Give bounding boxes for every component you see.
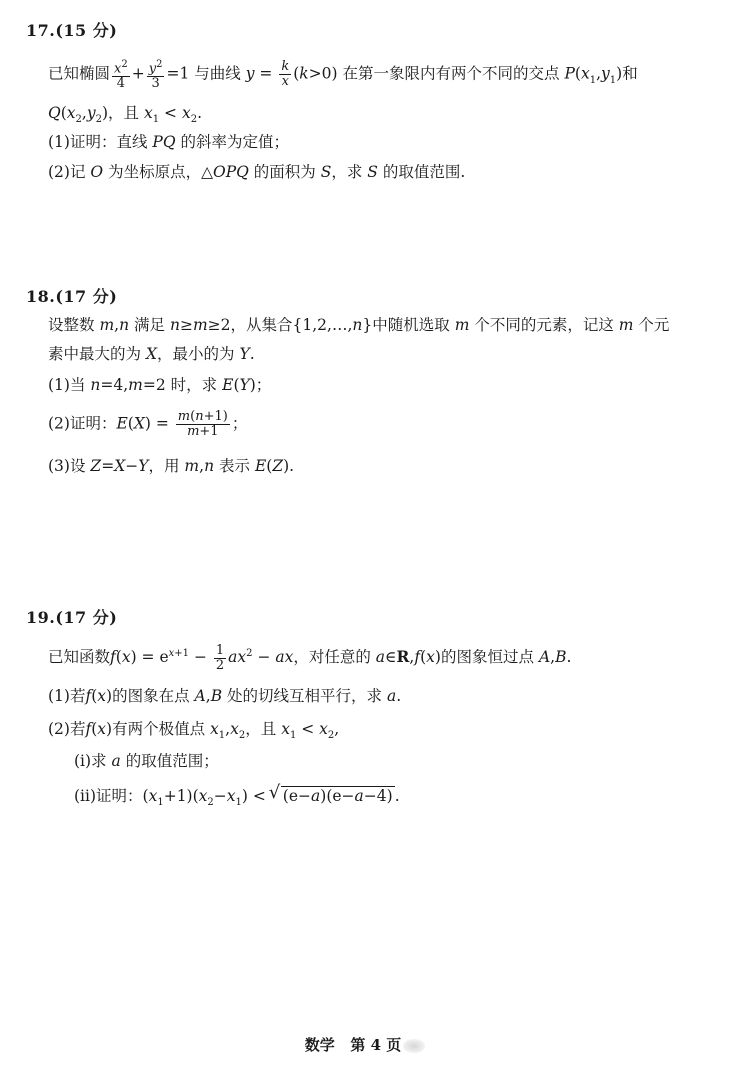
footer-page-number: 第 4 页 <box>350 1036 402 1054</box>
problem-number: 19. <box>26 608 56 627</box>
problem-18-header <box>26 284 706 307</box>
problem-19-question-2-ii: (ⅱ)证明：$(x_1+1)(x_2-x_1)$ < √ (e−a)(e−a−4) . <box>74 785 400 814</box>
problem-19-question-2-i: (ⅰ)求 a 的取值范围； <box>74 752 219 770</box>
problem-19-statement-line-1: 已知函数$f(x) = e^{x+1}$ − $\frac{1}{2}$ $ax^2$ − ax，对任意的 a∈R,f(x)的图象恒过点 A,B. <box>48 642 572 673</box>
problem-score: (17 分) <box>55 608 118 627</box>
problem-17-statement-line-1: 已知椭圆 $\frac{x^2}{4}$ + $\frac{y^2}{3}$ =1 与曲线 y = $\frac{k}{x}$ (k>0) 在第一象限内有两个不同的交点 $P(x_1,y_1)$和 <box>48 59 638 92</box>
problem-number: 17. <box>26 21 56 40</box>
problem-17-statement-line-2: $Q(x_2,y_2)$，且 $x_1 < x_2$. <box>48 104 203 126</box>
problem-18-statement-line-2: 素中最大的为 X，最小的为 Y. <box>48 345 255 363</box>
problem-17-header <box>26 18 706 41</box>
problem-17 <box>26 18 706 181</box>
smudge-mark <box>403 1039 425 1053</box>
problem-17-question-1: (1)证明：直线 PQ 的斜率为定值； <box>48 133 289 151</box>
problem-19-header <box>26 605 706 628</box>
problem-score: (17 分) <box>55 287 118 306</box>
page-footer <box>0 1034 730 1055</box>
problem-number: 18. <box>26 287 56 306</box>
problem-18-statement-line-1: 设整数 m,n 满足 n≥m≥2，从集合{1,2,…,n}中随机选取 m 个不同的元素，记这 m 个元 <box>48 316 670 334</box>
problem-score: (15 分) <box>55 21 118 40</box>
problem-19-question-1: (1)若f(x)的图象在点 A,B 处的切线互相平行，求 a. <box>48 687 402 705</box>
problem-18-question-2: (2)证明：E(X) = $\frac{m(n+1)}{m+1}$ ； <box>48 409 248 439</box>
footer-subject: 数学 <box>304 1036 335 1054</box>
problem-18 <box>26 284 706 475</box>
problem-18-question-3: (3)设 Z=X−Y，用 m,n 表示 E(Z). <box>48 457 295 475</box>
problem-19 <box>26 605 706 809</box>
problem-17-question-2: (2)记 O 为坐标原点，△OPQ 的面积为 S，求 S 的取值范围. <box>48 163 466 181</box>
problem-18-question-1: (1)当 n=4,m=2 时，求 E(Y)； <box>48 376 272 394</box>
problem-19-question-2: (2)若f(x)有两个极值点 $x_1,x_2$，且 $x_1 < x_2$, <box>48 720 340 742</box>
